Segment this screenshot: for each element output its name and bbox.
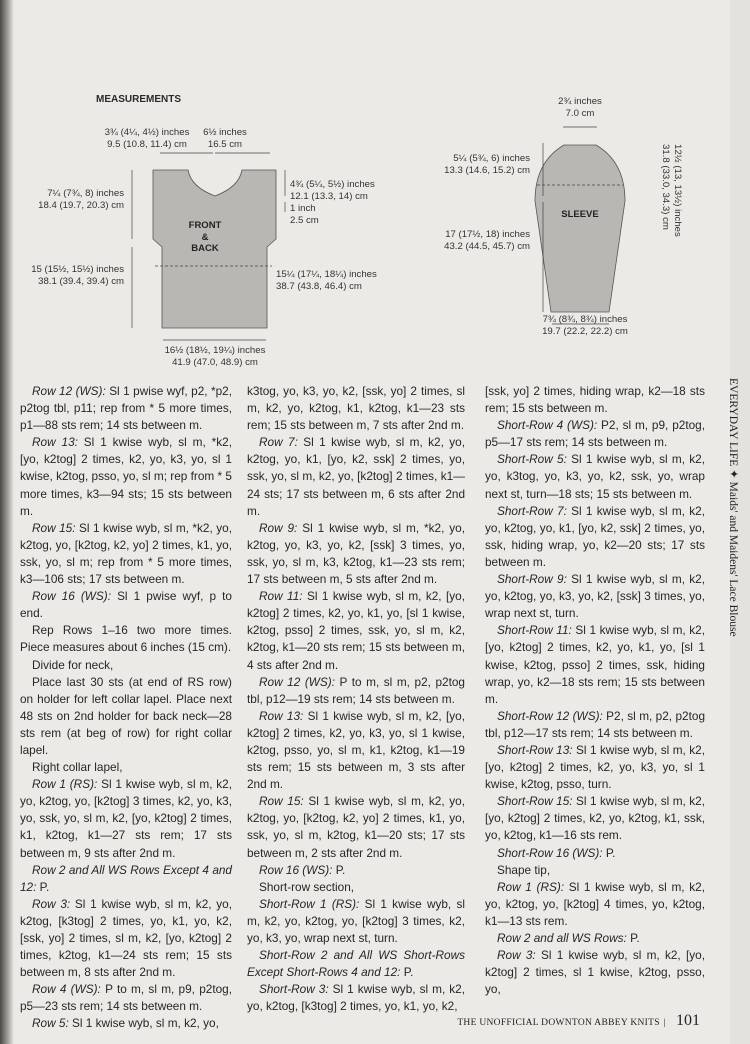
instruction-paragraph — [485, 930, 705, 947]
row-heading: Row 4 (WS): — [32, 982, 101, 997]
row-heading: Short-Row 12 (WS): — [497, 708, 603, 723]
instruction-paragraph — [20, 981, 232, 1015]
row-heading: Row 7: — [259, 435, 298, 450]
row-heading: Row 9: — [259, 520, 298, 535]
row-heading: Short-Row 9: — [497, 572, 567, 587]
row-text: Sl 1 kwise wyb, sl m, k2, yo, k2tog, [k3tog] 2 times, yo, k1, yo, k2, [ssk, yo] 2 times, sl m, k2, [yo, k2tog] 2 times, k2tog, k1—24 sts rem; 15 sts between m, 8 sts after 2nd m. — [20, 896, 233, 980]
row-text: Sl 1 kwise wyb, sl m, k2, yo, — [68, 1016, 219, 1031]
row-text: Sl 1 kwise wyb, sl m, k2, [yo, k2tog] 2 times, k2, yo, k1, yo, [sl 1 kwise, k2tog, psso] 2 times, ssk, yo, sl m, k2, k2tog, k1—20 sts rem; 15 sts between m, 4 sts after 2nd m. — [247, 589, 466, 672]
shoulder-measure: 6½ inches 16.5 cm — [203, 127, 247, 150]
row-heading: Row 16 (WS): — [259, 862, 333, 877]
instruction-paragraph — [485, 383, 705, 417]
row-heading: Row 15: — [32, 520, 76, 535]
instruction-paragraph — [247, 793, 465, 861]
row-text: Sl 1 kwise wyb, sl m, *k2, [yo, k2tog] 2 times, k2, yo, k3, yo, sl 1 kwise, k2tog, psso, yo, sl m; rep from * 5 more times, k3—94 sts; 15 sts between m. — [20, 435, 232, 518]
row-text: Sl 1 kwise wyb, sl m, k2, yo, k2tog, yo, [k2tog] 4 times, yo, k2tog, k1—13 sts rem. — [485, 879, 705, 928]
row-text: P. — [332, 862, 346, 877]
row-text: P. — [400, 965, 414, 980]
length-measure: 15 (15½, 15½) inches 38.1 (39.4, 39.4) cm — [31, 264, 124, 287]
front-back-label: FRONT & BACK — [188, 220, 222, 254]
row-heading: Row 16 (WS): — [32, 589, 111, 604]
row-text: P. — [626, 931, 640, 945]
row-heading: Row 12 (WS): — [259, 674, 335, 689]
row-heading: Row 3: — [497, 948, 536, 963]
row-text: Sl 1 kwise wyb, sl m, k2, yo, k2tog, [k3tog] 2 times, yo, k1, yo, k2, — [247, 982, 466, 1014]
row-text: Sl 1 pwise wyf, p to end. — [20, 589, 232, 621]
row-text: Rep Rows 1–16 two more times. Piece measures about 6 inches (15 cm). — [20, 623, 232, 655]
instruction-paragraph — [247, 708, 465, 793]
row-text: Right collar lapel, — [32, 760, 123, 775]
instruction-paragraph — [247, 896, 465, 947]
instruction-paragraph — [20, 759, 232, 776]
row-text: Sl 1 kwise wyb, sl m, k2, yo, k3tog, yo, k3, yo, k2, ssk, yo, wrap next st, turn—18 sts; 15 sts between m. — [485, 452, 706, 501]
row-text: Sl 1 kwise wyb, sl m, *k2, yo, k2tog, yo, [k2tog, k2, yo] 2 times, k1, yo, ssk, yo, sl m; rep from * 5 more times, k3—106 sts; 17 sts between m. — [20, 520, 232, 587]
instruction-paragraph — [20, 520, 232, 588]
instruction-paragraph — [485, 845, 705, 862]
measurements-heading: MEASUREMENTS — [96, 94, 182, 105]
footer-separator: | — [663, 1018, 666, 1028]
instruction-paragraph — [247, 674, 465, 708]
neck-depth-measure: 4¾ (5¼, 5½) inches 12.1 (13.3, 14) cm — [290, 179, 375, 202]
instruction-paragraph — [247, 383, 465, 434]
row-text: [ssk, yo] 2 times, hiding wrap, k2—18 sts rem; 15 sts between m. — [485, 384, 705, 416]
page-number: 101 — [676, 1012, 700, 1029]
book-title: THE UNOFFICIAL DOWNTON ABBEY KNITS — [457, 1018, 660, 1028]
row-text: Short-row section, — [259, 879, 355, 894]
row-heading: Row 1 (RS): — [32, 777, 98, 792]
instructions-column-2 — [247, 383, 465, 1015]
instruction-paragraph — [20, 862, 232, 896]
row-heading: Row 2 and All WS Rows Except 4 and 12: — [20, 862, 232, 894]
row-text: Divide for neck, — [32, 657, 114, 672]
row-text: Place last 30 sts (at end of RS row) on holder for left collar lapel. Place next 48 sts on 2nd holder for back neck—28 sts rem (at beg of row) for right collar lapel. — [20, 674, 232, 757]
instruction-paragraph — [485, 451, 705, 502]
row-text: P to m, sl m, p2, p2tog tbl, p12—19 sts rem; 14 sts between m. — [247, 674, 465, 706]
sleeve-shape — [535, 145, 625, 312]
row-heading: Row 12 (WS): — [32, 384, 106, 398]
row-heading: Row 3: — [32, 896, 71, 911]
row-heading: Row 1 (RS): — [497, 879, 565, 894]
inch-measure: 1 inch 2.5 cm — [290, 203, 319, 226]
instruction-paragraph — [247, 879, 465, 896]
instruction-paragraph — [20, 622, 232, 656]
row-text: Sl 1 kwise wyb, sl m, k2, [yo, k2tog] 2 times, sl 1 kwise, k2tog, psso, yo, — [485, 948, 705, 997]
instructions-column-1 — [20, 383, 232, 1033]
width-measure: 15¼ (17¼, 18¼) inches 38.7 (43.8, 46.4) cm — [276, 269, 377, 292]
instruction-paragraph — [247, 434, 465, 519]
row-text: P2, sl m, p2, p2tog tbl, p12—17 sts rem; 14 sts between m. — [485, 708, 706, 740]
row-text: Sl 1 kwise wyb, sl m, k2, yo, k2tog, yo, k3, yo, k2, [ssk] 3 times, yo, wrap next st, turn. — [485, 572, 706, 621]
row-text: Sl 1 kwise wyb, sl m, k2, [yo, k2tog] 2 times, k2, yo, k1, yo, [sl 1 kwise, k2tog, psso] 2 times, ssk, hiding wrap, yo, k2—18 sts rem; 15 sts between m. — [485, 623, 706, 706]
instruction-paragraph — [485, 622, 705, 707]
row-heading: Row 13: — [32, 435, 78, 450]
row-heading: Short-Row 11: — [497, 623, 572, 638]
instruction-paragraph — [20, 776, 232, 861]
instruction-paragraph — [20, 1015, 232, 1032]
instruction-paragraph — [20, 896, 232, 981]
upper-arm-measure: 12½ (13, 13½) inches 31.8 (33.0, 34.3) cm — [660, 144, 683, 237]
section-sidebar: EVERYDAY LIFE ✦ Maids' and Maidens' Lace Blouse — [727, 378, 739, 637]
instruction-paragraph — [247, 520, 465, 588]
row-text: Sl 1 kwise wyb, sl m, k2, [yo, k2tog] 2 times, k2, yo, k2tog, k1, ssk, yo, k2tog, k1—16 sts rem. — [485, 794, 706, 843]
row-heading: Short-Row 1 (RS): — [259, 896, 360, 911]
page-footer — [440, 1012, 700, 1030]
sleeve-top-measure: 2¾ inches 7.0 cm — [558, 96, 602, 119]
row-text: Sl 1 kwise wyb, sl m, k2, yo, k2tog, yo, k1, [yo, k2, ssk] 2 times, yo, ssk, yo, sl m, k2, yo, [k2tog] 2 times, k1—24 sts; 17 sts between m, 6 sts after 2nd m. — [247, 435, 466, 518]
instruction-paragraph — [247, 862, 465, 879]
instruction-paragraph — [485, 947, 705, 998]
row-heading: Short-Row 2 and All WS Short-Rows Except Short-Rows 4 and 12: — [247, 948, 465, 980]
row-text: k3tog, yo, k3, yo, k2, [ssk, yo] 2 times, sl m, k2, yo, k2tog, k1, k2tog, k1—23 sts rem; 15 sts between m, 7 sts after 2nd m. — [247, 384, 465, 433]
row-heading: Short-Row 7: — [497, 503, 567, 518]
instruction-paragraph — [485, 571, 705, 622]
row-heading: Row 5: — [32, 1016, 69, 1031]
row-text: P. — [36, 879, 50, 894]
instruction-paragraph — [247, 981, 465, 1015]
instruction-paragraph — [20, 588, 232, 622]
instruction-paragraph — [247, 947, 465, 981]
row-text: Sl 1 kwise wyb, sl m, *k2, yo, k2tog, yo, k3, yo, k2, [ssk] 3 times, yo, ssk, yo, sl m, k3, k2tog, k1—23 sts rem; 17 sts between m, 5 sts after 2nd m. — [247, 520, 466, 587]
sleeve-label: SLEEVE — [561, 209, 599, 220]
row-text: Sl 1 kwise wyb, sl m, k2, yo, k2tog, yo, [k2tog] 3 times, k2, yo, k3, yo, ssk, yo, sl m, k2, [yo, k2tog] 2 times, k1, k2tog, k1—27 sts rem; 17 sts between m, 9 sts after 2nd m. — [20, 777, 232, 860]
row-text: Sl 1 kwise wyb, sl m, k2, [yo, k2tog] 2 times, k2, yo, k3, yo, sl 1 kwise, k2tog, psso, yo, sl m, k1, k2tog, k1—19 sts rem; 15 sts between m, 3 sts after 2nd m. — [247, 708, 465, 792]
row-text: Sl 1 kwise wyb, sl m, k2, [yo, k2tog] 2 times, k2, yo, k3, yo, sl 1 kwise, k2tog, psso, turn. — [485, 742, 706, 792]
row-heading: Short-Row 16 (WS): — [497, 845, 603, 860]
instruction-paragraph — [485, 417, 705, 451]
instruction-paragraph — [20, 674, 232, 759]
instruction-paragraph — [20, 657, 232, 674]
row-text: P2, sl m, p9, p2tog, p5—17 sts rem; 14 sts between m. — [485, 418, 705, 450]
row-text: P. — [602, 845, 616, 860]
instruction-paragraph — [485, 879, 705, 930]
instruction-paragraph — [485, 742, 705, 793]
row-heading: Short-Row 3: — [259, 982, 329, 997]
row-heading: Short-Row 4 (WS): — [497, 418, 598, 433]
row-text: Sl 1 kwise wyb, sl m, k2, yo, k2tog, yo, [k2tog] 3 times, k2, yo, k3, yo, wrap next st, turn. — [247, 896, 465, 945]
instruction-paragraph — [247, 588, 465, 673]
cuff-measure: 7¾ (8¾, 8¾) inches 19.7 (22.2, 22.2) cm — [542, 314, 628, 337]
row-text: Sl 1 pwise wyf, p2, *p2, p2tog tbl, p11; rep from * 5 more times, p1—88 sts rem; 14 sts between m. — [20, 384, 232, 433]
row-heading: Row 2 and all WS Rows: — [497, 931, 627, 945]
instruction-paragraph — [20, 434, 232, 519]
cap-measure: 5¼ (5¾, 6) inches 13.3 (14.6, 15.2) cm — [444, 153, 530, 176]
instructions-column-3 — [485, 383, 705, 998]
instruction-paragraph — [485, 793, 705, 844]
row-text: Sl 1 kwise wyb, sl m, k2, yo, k2tog, yo, [k2tog, k2, yo] 2 times, k1, yo, ssk, yo, sl m, k2tog, k1—20 sts; 17 sts between m, 2 sts after 2nd m. — [247, 794, 466, 860]
instruction-paragraph — [485, 862, 705, 879]
row-text: P to m, sl m, p9, p2tog, p5—23 sts rem; 14 sts between m. — [20, 982, 232, 1014]
row-heading: Row 13: — [259, 708, 304, 723]
row-heading: Row 11: — [259, 589, 303, 604]
hem-measure: 16½ (18½, 19¼) inches 41.9 (47.0, 48.9) cm — [164, 345, 266, 368]
instruction-paragraph — [485, 503, 705, 571]
row-heading: Short-Row 13: — [497, 742, 573, 757]
armhole-measure: 7¼ (7¾, 8) inches 18.4 (19.7, 20.3) cm — [38, 188, 124, 211]
instruction-paragraph — [485, 708, 705, 742]
row-text: Shape tip, — [497, 862, 551, 877]
neck-width-measure: 3¾ (4¼, 4½) inches 9.5 (10.8, 11.4) cm — [104, 127, 190, 150]
row-heading: Row 15: — [259, 794, 304, 809]
row-heading: Short-Row 15: — [497, 794, 573, 809]
sleeve-length-measure: 17 (17½, 18) inches 43.2 (44.5, 45.7) cm — [444, 229, 530, 252]
row-text: Sl 1 kwise wyb, sl m, k2, yo, k2tog, yo, k1, [yo, k2, ssk] 2 times, yo, ssk, hiding wrap, yo, k2—20 sts; 17 sts between m. — [485, 503, 706, 569]
row-heading: Short-Row 5: — [497, 452, 567, 467]
instruction-paragraph — [20, 383, 232, 434]
